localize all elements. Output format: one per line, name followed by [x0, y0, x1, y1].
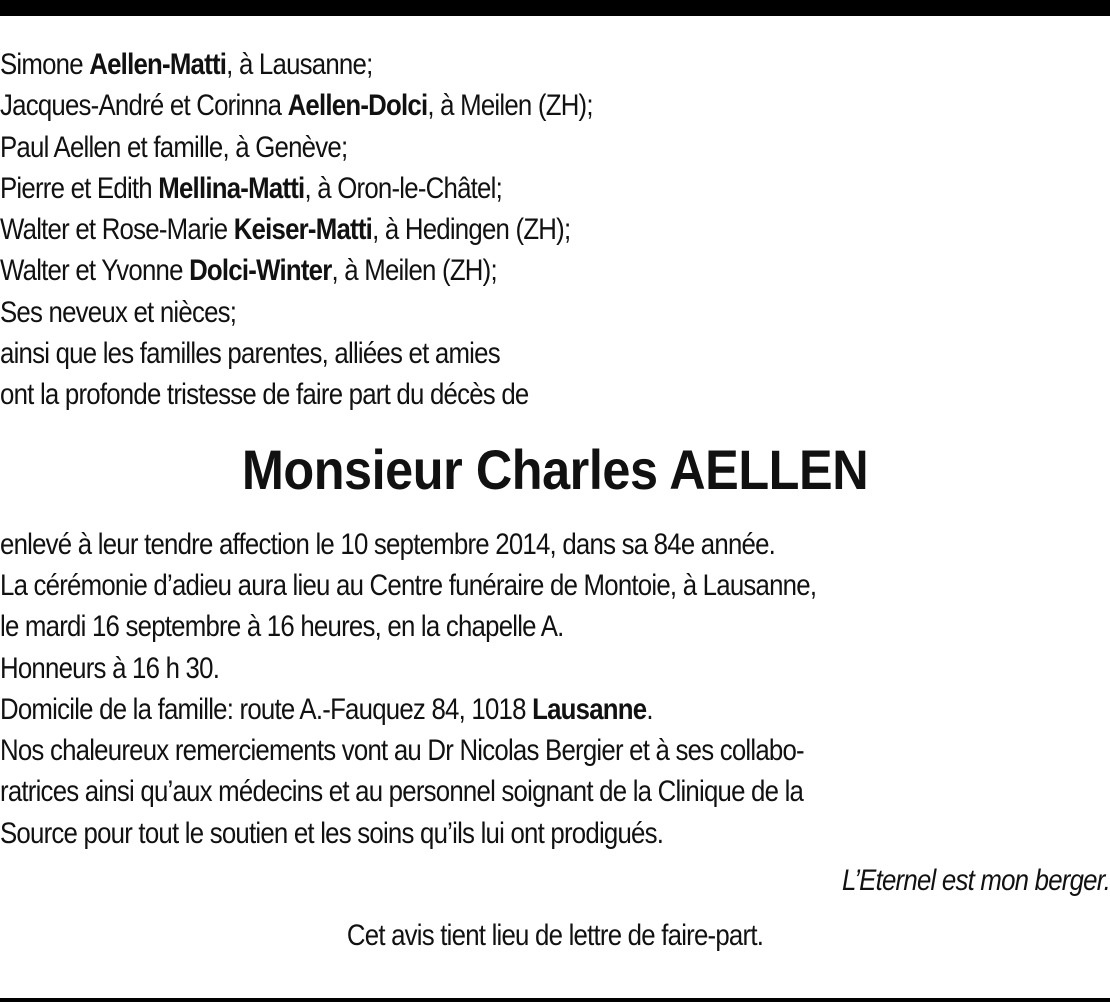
- thanks-line: Nos chaleureux remerciements vont au Dr Nicolas Bergier et à ses collabo-: [0, 734, 804, 768]
- family-line: ont la profonde tristesse de faire part du décès de: [0, 378, 529, 412]
- family-line: ainsi que les familles parentes, alliées et amies: [0, 337, 500, 371]
- family-line: Walter et Yvonne Dolci-Winter, à Meilen (ZH);: [0, 254, 497, 288]
- family-line: Pierre et Edith Mellina-Matti, à Oron-le-Châtel;: [0, 171, 502, 205]
- body-line: Honneurs à 16 h 30.: [0, 651, 220, 685]
- thanks-line: ratrices ainsi qu’aux médecins et au personnel soignant de la Clinique de la: [0, 775, 804, 809]
- family-surname: Aellen-Matti: [89, 48, 227, 81]
- thanks-line: Source pour tout le soutien et les soins qu’ils lui ont prodigués.: [0, 816, 664, 850]
- family-list: [0, 44, 1110, 416]
- family-line: Simone Aellen-Matti, à Lausanne;: [0, 48, 373, 81]
- body-line: La cérémonie d’adieu aura lieu au Centre funéraire de Montoie, à Lausanne,: [0, 568, 817, 602]
- death-notice: [0, 44, 1110, 956]
- family-line: Jacques-André et Corinna Aellen-Dolci, à Meilen (ZH);: [0, 89, 593, 123]
- top-rule: [0, 0, 1110, 16]
- body-line: le mardi 16 septembre à 16 heures, en la chapelle A.: [0, 610, 564, 644]
- family-line: Walter et Rose-Marie Keiser-Matti, à Hedingen (ZH);: [0, 213, 571, 247]
- notice-body: [0, 524, 1110, 854]
- domicile-line: Domicile de la famille: route A.-Fauquez 84, 1018 Lausanne.: [0, 692, 653, 726]
- domicile-city: Lausanne: [532, 692, 647, 726]
- family-surname: Keiser-Matti: [233, 213, 373, 247]
- bottom-rule: [0, 998, 1110, 1002]
- family-surname: Dolci-Winter: [189, 254, 332, 288]
- family-line: Paul Aellen et famille, à Genève;: [0, 130, 348, 164]
- family-surname: Aellen-Dolci: [287, 89, 428, 123]
- family-surname: Mellina-Matti: [158, 171, 305, 205]
- motto: L’Eternel est mon berger.: [842, 864, 1110, 898]
- deceased-name: Monsieur Charles AELLEN: [241, 437, 869, 501]
- family-line: Ses neveux et nièces;: [0, 295, 237, 329]
- closing-note: Cet avis tient lieu de lettre de faire-part.: [346, 919, 764, 953]
- body-line: enlevé à leur tendre affection le 10 septembre 2014, dans sa 84e année.: [0, 527, 776, 561]
